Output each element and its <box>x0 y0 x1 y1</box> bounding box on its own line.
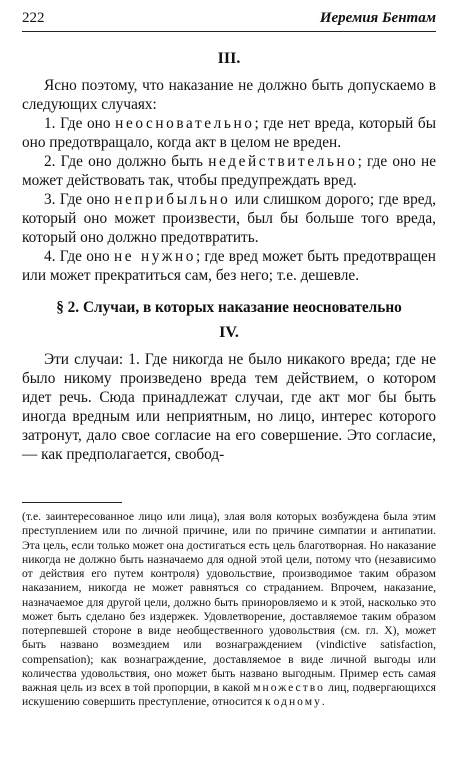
running-author: Иеремия Бентам <box>319 10 436 26</box>
footnote <box>22 510 436 710</box>
case-item-4-term: не нужно <box>113 248 196 265</box>
footnote-text-mid: лиц, подвергающихся искушению совершить преступление, относится к <box>22 681 436 709</box>
section-numeral-iii: III. <box>217 50 241 67</box>
case-item-2 <box>22 152 436 190</box>
footnote-term-one: одному <box>273 695 322 709</box>
section-heading: § 2. Случаи, в которых наказание неосновательно <box>56 299 402 316</box>
footnote-text-end: . <box>321 695 325 709</box>
case-item-3 <box>22 190 436 247</box>
footnote-text: (т.е. заинтересованное лицо или лица), злая воля которых возбуждена была этим преступлением или по личной причине, или по причине симпатии и антипатии. Эта цель, если только может она достигаться есть цель благотворная. Но наказание никогда не должно быть назначаемо для одной этой цели, потому что (независимо от действия его путем контроля) удовольствие, производимое таким образом наказанием, никогда не может равняться со страданием. Впрочем, наказание, назначаемое для другой цели, должно быть приноровляемо и к этой, насколько это может быть сделано без издержек. Удовлетворение, доставляемое таким образом потерпевшей стороне в виде необщественного удовольствия (см. гл. X), может быть названо возмездием или вознаграждением (vindictive satisfaction, compensation); как вознаграждение, доставляемое в виде личной выгоды или количества удовольствия, оно может быть названо выгодным. Пример есть самая важная цель из всех в той пропорции, в какой <box>22 510 436 694</box>
cases-paragraph: Эти случаи: 1. Где никогда не было никакого вреда; где не было никому произведено вреда тем действием, о котором идет речь. Сюда принадлежат случаи, где акт мог бы быть иногда вредным или неприятным, но лицо, интерес которого затронут, дало свое согласие на его совершение. Это согласие, — как предполагается, свобод- <box>22 351 436 463</box>
case-item-4 <box>22 247 436 285</box>
case-item-1-rest: ; где нет вреда, который бы оно предотвращало, когда акт в целом не вреден. <box>22 115 436 151</box>
case-item-4-rest: ; где вред может быть предотвращен или может прекратиться сам, без него; т.е. дешевле. <box>22 248 436 284</box>
case-item-1-term: неосновательно <box>115 115 255 132</box>
case-item-2-term: недействительно <box>208 153 358 170</box>
book-page <box>22 10 436 710</box>
footnote-term-many: множество <box>253 681 325 694</box>
case-item-3-text: 3. Где оно <box>44 191 115 208</box>
case-item-2-rest: ; где оно не может действовать так, чтобы предупреждать вред. <box>22 153 436 189</box>
case-item-2-text: 2. Где оно должно быть <box>44 153 209 170</box>
case-item-4-text: 4. Где оно <box>44 248 114 265</box>
case-item-3-term: неприбыльно <box>114 191 231 208</box>
footnote-divider <box>22 502 122 503</box>
running-header <box>22 10 436 32</box>
section-numeral-iv: IV. <box>219 324 239 341</box>
case-item-1 <box>22 114 436 152</box>
case-item-1-text: 1. Где оно <box>44 115 116 132</box>
page-number: 222 <box>22 10 45 26</box>
case-item-3-rest: или слишком дорого; где вред, который оно может произвести, был бы больше того вреда, который оно должно предотвратить. <box>22 191 436 246</box>
intro-paragraph: Ясно поэтому, что наказание не должно быть допускаемо в следующих случаях: <box>22 77 436 113</box>
